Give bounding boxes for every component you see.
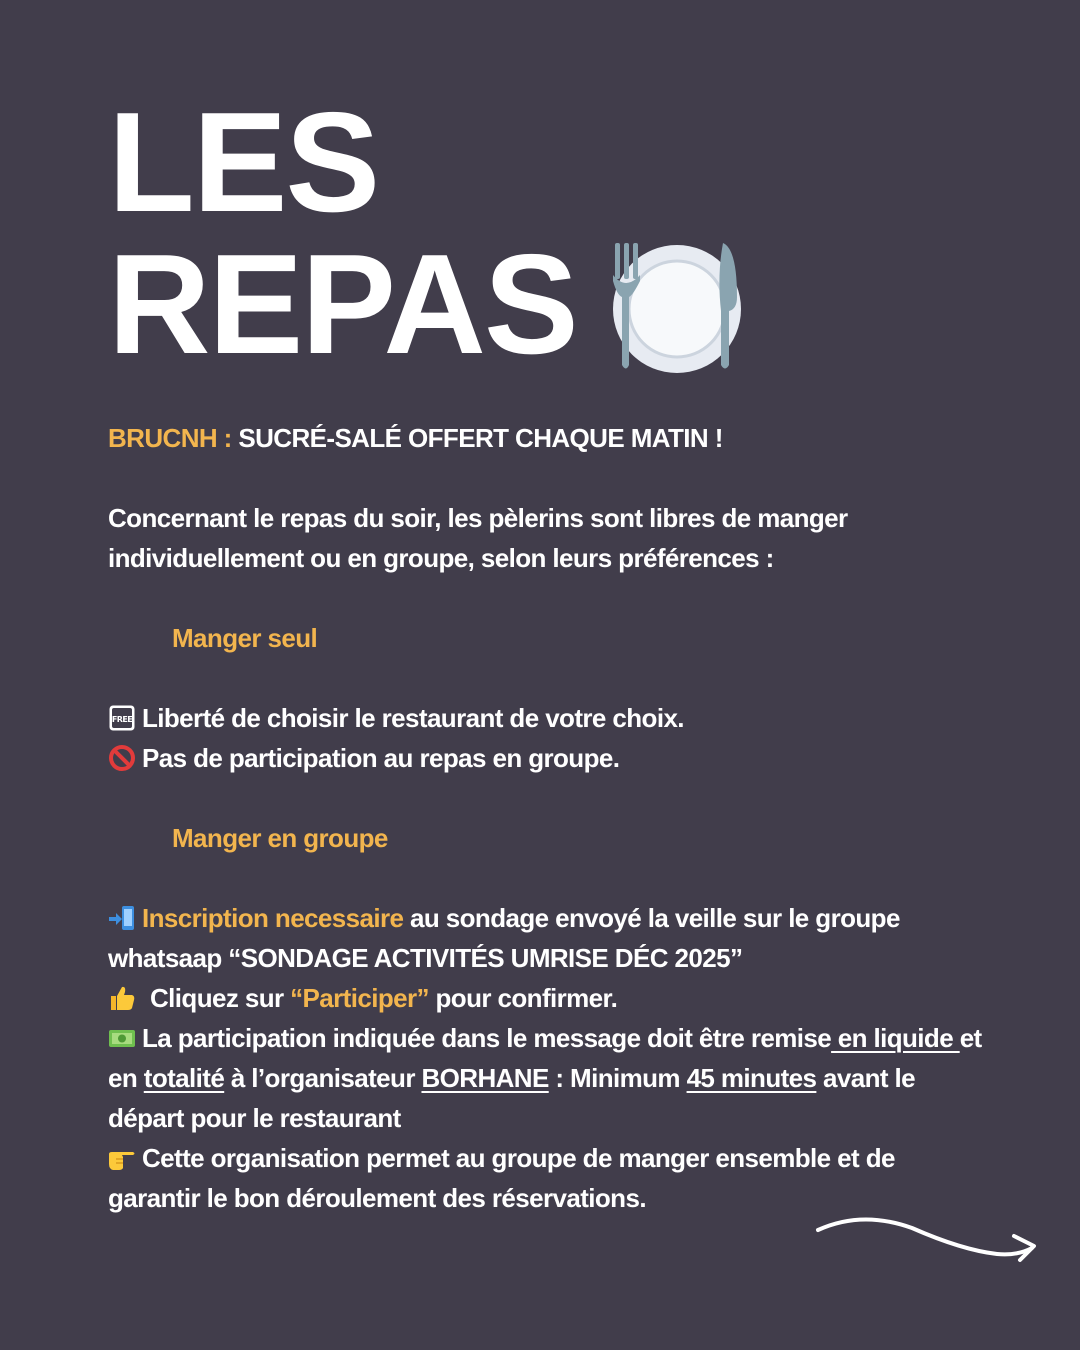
note-line [108,1138,988,1218]
note-text: Cette organisation permet au groupe de manger ensemble et de garantir le bon déroulement des réservations. [108,1143,895,1213]
inscription-line [108,898,988,978]
brunch-label: BRUCNH : [108,423,232,453]
intro-text: Concernant le repas du soir, les pèlerins sont libres de manger individuellement ou en groupe, selon leurs préférences : [108,503,848,573]
curved-arrow-icon [812,1208,1042,1274]
item-text: Pas de participation au repas en groupe. [142,743,620,773]
payment-line [108,1018,988,1138]
title-line-2-row [108,225,745,384]
thumbs-up-icon [108,984,136,1012]
click-highlight: “Participer” [290,983,429,1013]
heading-manger-en-groupe: Manger en groupe [172,823,388,853]
click-after: pour confirmer. [428,983,618,1013]
click-before: Cliquez sur [150,983,291,1013]
payment-u2: totalité [143,1063,225,1093]
title-line-2: REPAS [108,225,577,384]
brunch-line [108,418,988,458]
payment-u1: en liquide [831,1023,960,1053]
inscription-text: au sondage envoyé la veille sur le groupe whatsaap “SONDAGE ACTIVITÉS UMRISE DÉC 2025” [108,903,900,973]
payment-t3: à l’organisateur [224,1063,422,1093]
brunch-text: SUCRÉ-SALÉ OFFERT CHAQUE MATIN ! [231,423,723,453]
list-item [108,698,988,738]
heading-manger-seul: Manger seul [172,623,318,653]
click-line [108,978,988,1018]
payment-u4: 45 minutes [686,1063,817,1093]
payment-t5: avant le départ pour le restaurant [108,1063,916,1133]
mobile-arrow-icon [108,904,136,932]
plate-fork-knife-icon [605,235,745,375]
inscription-highlight: Inscription necessaire [142,903,404,933]
payment-t1: La participation indiquée dans le message doit être remise [142,1023,832,1053]
prohibited-icon [108,744,136,772]
svg-text:FREE: FREE [111,715,133,724]
item-text: Liberté de choisir le restaurant de votre choix. [142,703,684,733]
payment-t4: : Minimum [548,1063,687,1093]
content [108,418,988,1218]
title-line-1: LES [108,83,379,242]
payment-u3: BORHANE [421,1063,549,1093]
payment-t2: et en [108,1023,982,1093]
page-title [108,83,745,384]
free-icon [108,704,136,732]
banknote-icon [108,1024,136,1052]
pointing-right-icon [108,1144,136,1172]
list-item [108,738,988,778]
